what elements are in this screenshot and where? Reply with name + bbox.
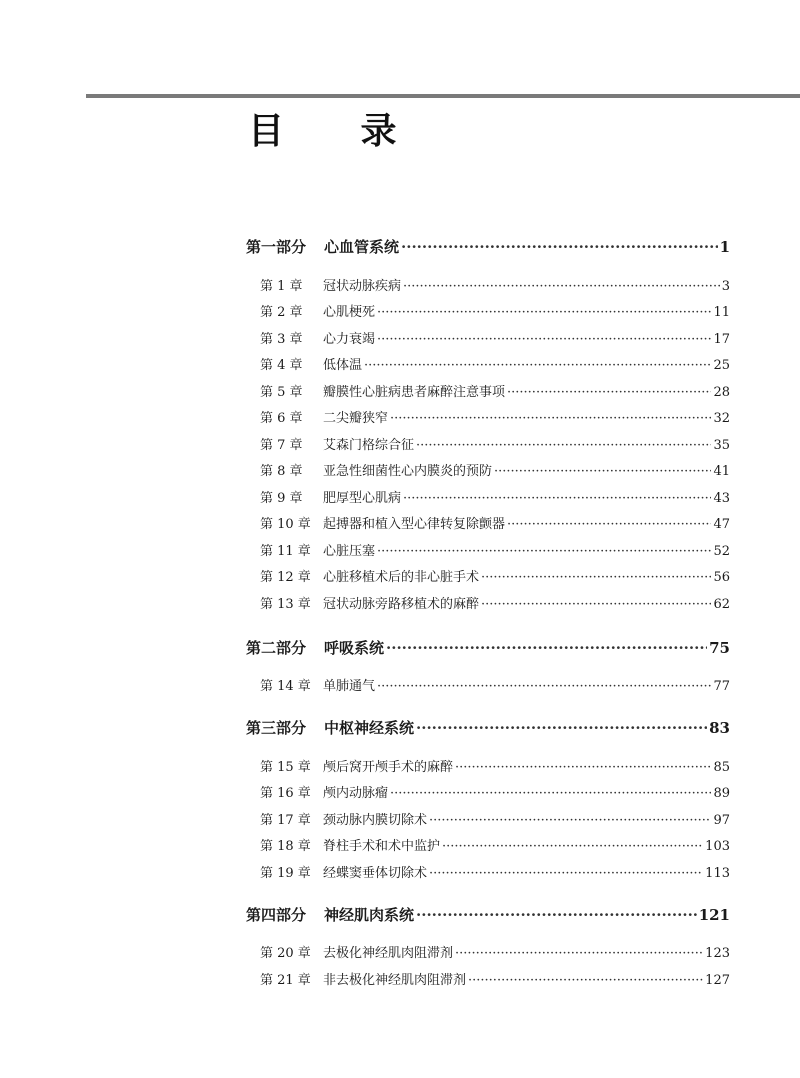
dot-leader [429, 864, 703, 884]
chapter-title: 心肌梗死 [323, 305, 376, 320]
chapter-number: 第 11 章 [260, 544, 311, 559]
dot-leader [416, 904, 697, 926]
chapter-number: 第 10 章 [260, 517, 311, 532]
dot-leader [481, 568, 711, 588]
page-number: 103 [705, 839, 730, 854]
page-number: 56 [713, 570, 730, 585]
toc-chapter-entry[interactable] [260, 303, 730, 323]
chapter-title: 心力衰竭 [323, 332, 376, 347]
toc-chapter-entry[interactable] [260, 330, 730, 350]
dot-leader [429, 811, 711, 831]
dot-leader [390, 409, 711, 429]
chapter-number: 第 4 章 [260, 358, 303, 373]
chapter-number: 第 17 章 [260, 813, 311, 828]
part-number: 第二部分 [246, 639, 307, 657]
dot-leader [442, 837, 703, 857]
chapter-title: 二尖瓣狭窄 [323, 411, 389, 426]
dot-leader [416, 436, 711, 456]
toc-part-entry[interactable] [246, 236, 730, 258]
page-number: 28 [713, 385, 730, 400]
toc-chapter-entry[interactable] [260, 944, 730, 964]
dot-leader [377, 330, 711, 350]
chapter-number: 第 13 章 [260, 597, 311, 612]
page-number: 32 [713, 411, 730, 426]
page-number: 17 [713, 332, 730, 347]
part-title: 呼吸系统 [324, 639, 385, 657]
page-number: 11 [713, 305, 730, 320]
dot-leader [386, 637, 707, 659]
chapter-title: 颈动脉内膜切除术 [323, 813, 428, 828]
chapter-title: 心脏移植术后的非心脏手术 [323, 570, 480, 585]
chapter-number: 第 16 章 [260, 786, 311, 801]
page-number: 62 [713, 597, 730, 612]
page-number: 113 [705, 866, 730, 881]
chapter-number: 第 1 章 [260, 279, 303, 294]
toc-part-entry[interactable] [246, 904, 730, 926]
chapter-title: 瓣膜性心脏病患者麻醉注意事项 [323, 385, 506, 400]
page-number: 85 [713, 760, 730, 775]
toc-chapter-entry[interactable] [260, 971, 730, 991]
toc-chapter-entry[interactable] [260, 489, 730, 509]
top-rule [86, 94, 800, 98]
toc-chapter-entry[interactable] [260, 462, 730, 482]
dot-leader [455, 758, 711, 778]
page-number: 47 [713, 517, 730, 532]
page-number: 35 [713, 438, 730, 453]
page-number: 97 [713, 813, 730, 828]
part-title: 中枢神经系统 [324, 719, 415, 737]
dot-leader [468, 971, 703, 991]
toc-chapter-entry[interactable] [260, 677, 730, 697]
toc-chapter-entry[interactable] [260, 837, 730, 857]
chapter-number: 第 21 章 [260, 973, 311, 988]
toc-chapter-entry[interactable] [260, 515, 730, 535]
part-title: 心血管系统 [324, 238, 400, 256]
part-number: 第三部分 [246, 719, 307, 737]
toc-chapter-entry[interactable] [260, 383, 730, 403]
dot-leader [507, 515, 711, 535]
dot-leader [507, 383, 711, 403]
chapter-number: 第 14 章 [260, 679, 311, 694]
chapter-number: 第 9 章 [260, 491, 303, 506]
toc-chapter-entry[interactable] [260, 758, 730, 778]
chapter-number: 第 20 章 [260, 946, 311, 961]
page-number: 127 [705, 973, 730, 988]
toc-part-entry[interactable] [246, 717, 730, 739]
chapter-title: 经蝶窦垂体切除术 [323, 866, 428, 881]
chapter-title: 冠状动脉旁路移植术的麻醉 [323, 597, 480, 612]
chapter-number: 第 7 章 [260, 438, 303, 453]
toc-chapter-entry[interactable] [260, 542, 730, 562]
chapter-number: 第 3 章 [260, 332, 303, 347]
part-number: 第四部分 [246, 906, 307, 924]
toc-chapter-entry[interactable] [260, 436, 730, 456]
chapter-title: 冠状动脉疾病 [323, 279, 402, 294]
chapter-number: 第 8 章 [260, 464, 303, 479]
page-number: 89 [713, 786, 730, 801]
page-number: 75 [709, 639, 730, 657]
toc-chapter-entry[interactable] [260, 356, 730, 376]
chapter-title: 起搏器和植入型心律转复除颤器 [323, 517, 506, 532]
chapter-number: 第 15 章 [260, 760, 311, 775]
dot-leader [390, 784, 711, 804]
dot-leader [455, 944, 703, 964]
page-number: 123 [705, 946, 730, 961]
chapter-title: 艾森门格综合征 [323, 438, 415, 453]
dot-leader [377, 677, 711, 697]
dot-leader [494, 462, 711, 482]
dot-leader [481, 595, 711, 615]
toc-chapter-entry[interactable] [260, 784, 730, 804]
chapter-title: 低体温 [323, 358, 363, 373]
page-number: 25 [713, 358, 730, 373]
toc-chapter-entry[interactable] [260, 277, 730, 297]
chapter-title: 心脏压塞 [323, 544, 376, 559]
chapter-number: 第 6 章 [260, 411, 303, 426]
chapter-number: 第 5 章 [260, 385, 303, 400]
page-title: 目 录 [248, 111, 429, 152]
toc-part-entry[interactable] [246, 637, 730, 659]
chapter-number: 第 12 章 [260, 570, 311, 585]
page-number: 41 [713, 464, 730, 479]
page-number: 1 [719, 238, 730, 256]
chapter-title: 肥厚型心肌病 [323, 491, 402, 506]
chapter-number: 第 19 章 [260, 866, 311, 881]
chapter-number: 第 2 章 [260, 305, 303, 320]
page-number: 52 [713, 544, 730, 559]
dot-leader [377, 542, 711, 562]
dot-leader [416, 717, 707, 739]
toc-chapter-entry[interactable] [260, 595, 730, 615]
part-number: 第一部分 [246, 238, 307, 256]
chapter-title: 亚急性细菌性心内膜炎的预防 [323, 464, 493, 479]
dot-leader [377, 303, 711, 323]
page-number: 121 [698, 906, 730, 924]
chapter-number: 第 18 章 [260, 839, 311, 854]
chapter-title: 非去极化神经肌肉阻滞剂 [323, 973, 467, 988]
dot-leader [401, 236, 718, 258]
toc-chapter-entry[interactable] [260, 811, 730, 831]
chapter-title: 脊柱手术和术中监护 [323, 839, 441, 854]
page-number: 83 [709, 719, 730, 737]
toc-chapter-entry[interactable] [260, 409, 730, 429]
page-number: 43 [713, 491, 730, 506]
dot-leader [403, 277, 720, 297]
dot-leader [364, 356, 711, 376]
toc-chapter-entry[interactable] [260, 568, 730, 588]
toc-chapter-entry[interactable] [260, 864, 730, 884]
dot-leader [403, 489, 711, 509]
chapter-title: 去极化神经肌肉阻滞剂 [323, 946, 454, 961]
chapter-title: 单肺通气 [323, 679, 376, 694]
page-number: 77 [713, 679, 730, 694]
page-number: 3 [721, 279, 730, 294]
part-title: 神经肌肉系统 [324, 906, 415, 924]
chapter-title: 颅内动脉瘤 [323, 786, 389, 801]
chapter-title: 颅后窝开颅手术的麻醉 [323, 760, 454, 775]
